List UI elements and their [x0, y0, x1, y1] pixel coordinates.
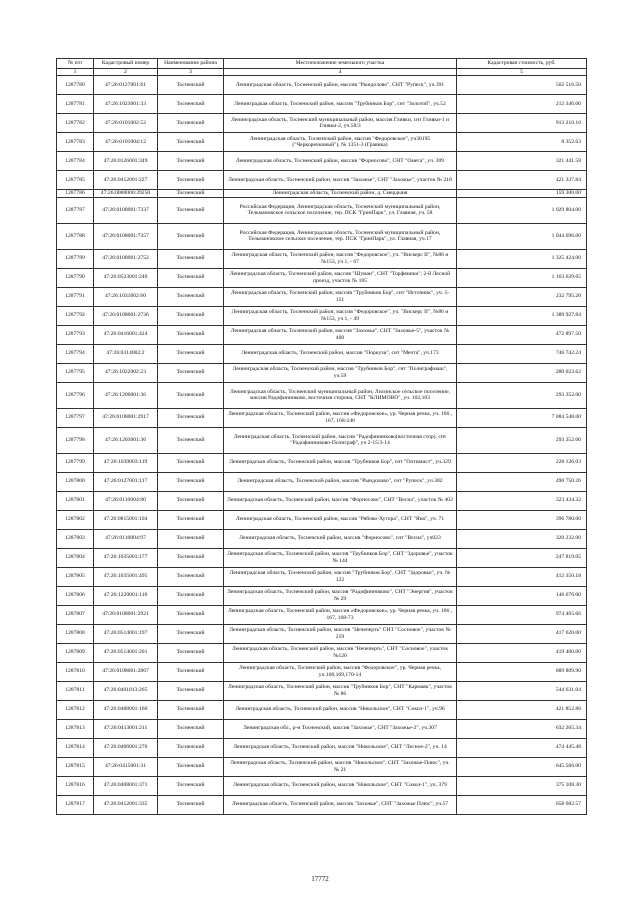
cadastral-number-cell: 47:26:0127001:117: [94, 472, 158, 491]
cadastral-value-cell: 889 809.90: [457, 662, 587, 681]
table-row: [57, 529, 587, 548]
cadastral-number-cell: 47:26:1039003:119: [94, 453, 158, 472]
district-cell: Тосненский: [158, 287, 224, 306]
district-cell: Тосненский: [158, 152, 224, 171]
cadastral-value-cell: 1 325 424.00: [457, 249, 587, 268]
row-index-cell: 1287798: [57, 427, 94, 453]
row-index-cell: 1287804: [57, 548, 94, 567]
district-cell: Тосненский: [158, 306, 224, 325]
row-index-cell: 1287797: [57, 408, 94, 427]
cadastral-number-cell: 47:26:0101002:52: [94, 114, 158, 133]
district-cell: Тосненский: [158, 605, 224, 624]
cadastral-value-cell: 323 434.32: [457, 491, 587, 510]
district-cell: Тосненский: [158, 76, 224, 95]
row-index-cell: 1287802: [57, 510, 94, 529]
cadastral-value-cell: 375 108.30: [457, 776, 587, 795]
district-cell: Тосненский: [158, 624, 224, 643]
row-index-cell: 1287817: [57, 795, 94, 814]
table-row: [57, 76, 587, 95]
row-index-cell: 1287810: [57, 662, 94, 681]
cadastral-value-cell: 472 897.50: [457, 325, 587, 344]
column-header-location: Местоположение земельного участка: [224, 59, 457, 69]
cadastral-number-cell: 47:26:0523001:240: [94, 268, 158, 287]
cadastral-value-cell: 8 352.63: [457, 133, 587, 152]
row-index-cell: 1287789: [57, 249, 94, 268]
location-cell: Ленинградская область, Тосненский район, массив "Трубников Бор", снт "Оптимист", уч.329: [224, 453, 457, 472]
cadastral-number-cell: 47:26:0408001:160: [94, 700, 158, 719]
district-cell: Тосненский: [158, 776, 224, 795]
district-cell: Тосненский: [158, 757, 224, 776]
row-index-cell: 1287814: [57, 738, 94, 757]
row-index-cell: 1287812: [57, 700, 94, 719]
table-row: [57, 223, 587, 249]
column-number: 2: [94, 69, 158, 76]
location-cell: Ленинградская область, Тосненский район, массив "Никольское", СНТ "Захожье-Плюс", уч. № 21: [224, 757, 457, 776]
table-row: [57, 738, 587, 757]
cadastral-value-cell: 293 352.00: [457, 382, 587, 408]
table-row: [57, 776, 587, 795]
district-cell: Тосненский: [158, 171, 224, 190]
cadastral-number-cell: 47:26:0416001:424: [94, 325, 158, 344]
location-cell: Ленинградская область, Тосненский район, массив "Радофинниково", СНТ "Энергия", участок № 29: [224, 586, 457, 605]
location-cell: Ленинградская область, Тосненский район, д. Смердыня: [224, 190, 457, 197]
location-cell: Ленинградская область, Тосненский район, массив "Трубников Бор", снт "Источник", уч. 5-151: [224, 287, 457, 306]
row-index-cell: 1287813: [57, 719, 94, 738]
cadastral-number-cell: 47:26:0000000:39250: [94, 190, 158, 197]
cadastral-number-cell: 47:26:1031002:60: [94, 287, 158, 306]
location-cell: Ленинградская область, Тосненский район, массив "Форносово", СНТ "Весна", участок № 402: [224, 491, 457, 510]
row-index-cell: 1287795: [57, 363, 94, 382]
location-cell: Ленинградская область, Тосненский район, массив "Трубников Бор", снт "Полиграфмаш", уч.59: [224, 363, 457, 382]
location-cell: Ленинградская область, Тосненский район, массив "Рындолово", СНТ "Рупеск", уч.391: [224, 76, 457, 95]
cadastral-number-cell: 47:26:0110004:97: [94, 529, 158, 548]
row-index-cell: 1287801: [57, 491, 94, 510]
cadastral-value-cell: 490 750.26: [457, 472, 587, 491]
table-row: [57, 472, 587, 491]
location-cell: Ленинградская область, Тосненский район, массив "Трубников Бор", СНТ "Здоровье", уч. № 122: [224, 567, 457, 586]
cadastral-number-cell: 47:26:1022002:23: [94, 363, 158, 382]
location-cell: Ленинградская область, Тосненский район, массив "Никольское", СНТ "Сокол-1", уч.96: [224, 700, 457, 719]
district-cell: Тосненский: [158, 700, 224, 719]
cadastral-value-cell: 1 044 696.00: [457, 223, 587, 249]
location-cell: Ленинградская область, Тосненский район, массив "Трубников Бор", СНТ "Кармаяк", участок № 86: [224, 681, 457, 700]
district-cell: Тосненский: [158, 133, 224, 152]
row-index-cell: 1287787: [57, 197, 94, 223]
cadastral-number-cell: 47:26:0514001:197: [94, 624, 158, 643]
row-index-cell: 1287794: [57, 344, 94, 363]
table-row: [57, 249, 587, 268]
row-index-cell: 1287803: [57, 529, 94, 548]
row-index-cell: 1287782: [57, 114, 94, 133]
cadastral-number-cell: 47:26:0514001:201: [94, 643, 158, 662]
row-index-cell: 1287808: [57, 624, 94, 643]
table-row: [57, 427, 587, 453]
location-cell: Ленинградская область, Тосненский район, массив "Федоровское", ур. Черная речка, уч.168,169,170-14: [224, 662, 457, 681]
cadastral-number-cell: 47:26:0413001:211: [94, 719, 158, 738]
cadastral-value-cell: 212 346.00: [457, 95, 587, 114]
table-row: [57, 268, 587, 287]
cadastral-number-cell: 47:26:1035001:495: [94, 567, 158, 586]
location-cell: Ленинградская область, Тосненский район, массив "Нечеперть", СНТ "Сосновое", участок №120: [224, 643, 457, 662]
cadastral-number-cell: 47:26:0101004:12: [94, 133, 158, 152]
district-cell: Тосненский: [158, 453, 224, 472]
column-number-row: [57, 69, 587, 76]
cadastral-number-cell: 47:26:0108001:7357: [94, 223, 158, 249]
row-index-cell: 1287815: [57, 757, 94, 776]
table-row: [57, 152, 587, 171]
cadastral-value-cell: 544 631.04: [457, 681, 587, 700]
district-cell: Тосненский: [158, 408, 224, 427]
district-cell: Тосненский: [158, 249, 224, 268]
cadastral-value-cell: 228 126.03: [457, 453, 587, 472]
location-cell: Ленинградская область, Тосненский район, массив "Поркузи", снт "Мечта", уч.173: [224, 344, 457, 363]
row-index-cell: 1287792: [57, 306, 94, 325]
column-header-cadastral-number: Кадастровый номер: [94, 59, 158, 69]
cadastral-value-cell: 474 445.48: [457, 738, 587, 757]
cadastral-value-cell: 293 352.00: [457, 427, 587, 453]
location-cell: Ленинградская область, Тосненский район, массив "Радофинниково(восточная стор), снт "Радофинниково-Полиграф", уч 2-15/3-14: [224, 427, 457, 453]
cadastral-number-cell: 47:26:0815001:104: [94, 510, 158, 529]
column-number: 5: [457, 69, 587, 76]
cadastral-number-cell: 47:26:0408001:371: [94, 776, 158, 795]
district-cell: Тосненский: [158, 719, 224, 738]
cadastral-value-cell: 974 465.66: [457, 605, 587, 624]
table-row: [57, 190, 587, 197]
column-header-index: № п/п: [57, 59, 94, 69]
table-header-row: [57, 59, 587, 69]
table-row: [57, 491, 587, 510]
location-cell: Ленинградская область, Тосненский район, массив "Федоровское", уч30195 ("Черкоречкиный"), № 1351-3 (Гравика): [224, 133, 457, 152]
cadastral-number-cell: 47:26:0127001:61: [94, 76, 158, 95]
cadastral-value-cell: 321 441.58: [457, 152, 587, 171]
row-index-cell: 1287809: [57, 643, 94, 662]
cadastral-value-cell: 396 780.00: [457, 510, 587, 529]
column-header-cadastral-value: Кадастровая стоимость, руб.: [457, 59, 587, 69]
table-row: [57, 643, 587, 662]
table-row: [57, 719, 587, 738]
row-index-cell: 1287806: [57, 586, 94, 605]
location-cell: Российская Федерация, Ленинградская область, Тосненский муниципальный район, Тельмановское сельское поселение, тер. ПСК "ГринПарк", ул. Главная, уч.17: [224, 223, 457, 249]
location-cell: Ленинградская область, Тосненский район, массив "Никольское", СНТ "Лесное-2", уч. 14: [224, 738, 457, 757]
cadastral-value-cell: 7 084 548.00: [457, 408, 587, 427]
cadastral-value-cell: 417 620.00: [457, 624, 587, 643]
district-cell: Тосненский: [158, 472, 224, 491]
table-row: [57, 95, 587, 114]
location-cell: Ленинградская область, Тосненский район, массив "Захожье", СНТ "Захожье-5", участок № 400: [224, 325, 457, 344]
row-index-cell: 1287805: [57, 567, 94, 586]
table-row: [57, 306, 587, 325]
row-index-cell: 1287788: [57, 223, 94, 249]
location-cell: Ленинградская область, Тосненский район, массив "Захожье", СНТ "Захожье Плюс", уч.57: [224, 795, 457, 814]
cadastral-value-cell: 419 400.00: [457, 643, 587, 662]
district-cell: Тосненский: [158, 382, 224, 408]
row-index-cell: 1287800: [57, 472, 94, 491]
table-row: [57, 681, 587, 700]
cadastral-value-cell: 412 350.18: [457, 567, 587, 586]
location-cell: Ленинградская область, Тосненский район, массив "Федоровское", уч. "Вискерс II", №86 и №153, уч 1, - 49: [224, 306, 457, 325]
cadastral-number-cell: 47:26:0126001:349: [94, 152, 158, 171]
cadastral-value-cell: 159 300.00: [457, 190, 587, 197]
row-index-cell: 1287796: [57, 382, 94, 408]
district-cell: Тосненский: [158, 548, 224, 567]
column-number: 4: [224, 69, 457, 76]
column-number: 3: [158, 69, 224, 76]
row-index-cell: 1287799: [57, 453, 94, 472]
cadastral-number-cell: 47:26:1203001:36: [94, 427, 158, 453]
location-cell: Ленинградкая область, Тосненский район, массив "Трубников Бор", снт "Золотой", уч.52: [224, 95, 457, 114]
cadastral-number-cell: 47:26:0415001:31: [94, 757, 158, 776]
location-cell: Ленинградская область, Тосненский район, массив "Федоровское", уч. "Вискерс II", №86 и №153, уч 1, - 67: [224, 249, 457, 268]
table-row: [57, 344, 587, 363]
cadastral-number-cell: 47:26:0110004:80: [94, 491, 158, 510]
table-row: [57, 197, 587, 223]
cadastral-value-cell: 421 337.84: [457, 171, 587, 190]
table-row: [57, 171, 587, 190]
district-cell: Тосненский: [158, 662, 224, 681]
location-cell: Ленинградская область, Тосненский район, массив "Рындолово", снт "Рупеск", уч.382: [224, 472, 457, 491]
location-cell: Ленинградская область, Тосненский район, массив "Захожье", СНТ "Захожье", участок № 218: [224, 171, 457, 190]
location-cell: Ленинградская область, Тосненский муниципальный район, Лисинское сельское поселение, массив Радофинниково, восточная сторона, СНТ "КЛИМОВО", уч. 102,103: [224, 382, 457, 408]
cadastral-number-cell: 47:26:1220001:110: [94, 586, 158, 605]
row-index-cell: 1287780: [57, 76, 94, 95]
district-cell: Тосненский: [158, 567, 224, 586]
cadastral-number-cell: 47:26:0108001:2917: [94, 408, 158, 427]
district-cell: Тосненский: [158, 586, 224, 605]
district-cell: Тосненский: [158, 223, 224, 249]
location-cell: Ленинградская область, Тосненский район, массив "Шуман", СНТ "Торфяники", 2-й Лесной проезд, участок № 185: [224, 268, 457, 287]
row-index-cell: 1287816: [57, 776, 94, 795]
district-cell: Тосненский: [158, 325, 224, 344]
cadastral-value-table: [56, 58, 587, 815]
cadastral-number-cell: 47:26:0108001:2752: [94, 249, 158, 268]
row-index-cell: 1287807: [57, 605, 94, 624]
cadastral-number-cell: 47:26:0412001:227: [94, 171, 158, 190]
district-cell: Тосненский: [158, 795, 224, 814]
column-header-district: Наименование района: [158, 59, 224, 69]
cadastral-value-cell: 146 676.00: [457, 586, 587, 605]
district-cell: Тосненский: [158, 529, 224, 548]
table-row: [57, 567, 587, 586]
document-page: [56, 58, 586, 815]
cadastral-value-cell: 320 232.00: [457, 529, 587, 548]
cadastral-number-cell: 47:26:1035001:177: [94, 548, 158, 567]
cadastral-number-cell: 47:26:0314002:2: [94, 344, 158, 363]
cadastral-number-cell: 47:26:1206001:36: [94, 382, 158, 408]
location-cell: Ленинградская область, Тосненский район, массив "Нечеперть" СНТ "Сосновое", участок № 259: [224, 624, 457, 643]
table-row: [57, 700, 587, 719]
cadastral-value-cell: 658 682.57: [457, 795, 587, 814]
table-row: [57, 605, 587, 624]
district-cell: Тосненский: [158, 95, 224, 114]
cadastral-number-cell: 47:26:0412001:335: [94, 795, 158, 814]
cadastral-number-cell: 47:26:0406001:270: [94, 738, 158, 757]
row-index-cell: 1287785: [57, 171, 94, 190]
cadastral-number-cell: 47:26:0401013:265: [94, 681, 158, 700]
cadastral-value-cell: 232 795.20: [457, 287, 587, 306]
district-cell: Тосненский: [158, 738, 224, 757]
cadastral-value-cell: 746 742.24: [457, 344, 587, 363]
column-number: 1: [57, 69, 94, 76]
row-index-cell: 1287791: [57, 287, 94, 306]
table-row: [57, 548, 587, 567]
district-cell: Тосненский: [158, 190, 224, 197]
district-cell: Тосненский: [158, 510, 224, 529]
location-cell: Ленинградская область, Тосненский район, массив «Федоровское», ур. Черная речка, уч. 166 , 167, 168-246: [224, 408, 457, 427]
location-cell: Ленинградская обл., р-н Тосненский, массив "Захожье", СНТ "Захожье-2", уч.307: [224, 719, 457, 738]
table-row: [57, 795, 587, 814]
cadastral-value-cell: 913 210.16: [457, 114, 587, 133]
district-cell: Тосненский: [158, 268, 224, 287]
table-row: [57, 757, 587, 776]
table-row: [57, 114, 587, 133]
location-cell: Ленинградская область, Тосненский район, массив "Трубников Бор", СНТ "Здоровье", участок № 144: [224, 548, 457, 567]
cadastral-number-cell: 47:26:0108001:7337: [94, 197, 158, 223]
table-row: [57, 363, 587, 382]
district-cell: Тосненский: [158, 197, 224, 223]
cadastral-number-cell: 47:26:0108001:2867: [94, 662, 158, 681]
cadastral-number-cell: 47:26:0108001:2921: [94, 605, 158, 624]
table-row: [57, 133, 587, 152]
table-row: [57, 382, 587, 408]
row-index-cell: 1287786: [57, 190, 94, 197]
cadastral-value-cell: 645 566.00: [457, 757, 587, 776]
table-body: [57, 76, 587, 814]
row-index-cell: 1287784: [57, 152, 94, 171]
cadastral-value-cell: 1 029 804.00: [457, 197, 587, 223]
table-row: [57, 325, 587, 344]
district-cell: Тосненский: [158, 681, 224, 700]
location-cell: Ленинградская область, Тосненский район, массив "Форносово", СНТ "Омега", уч. 309: [224, 152, 457, 171]
table-row: [57, 453, 587, 472]
district-cell: Тосненский: [158, 363, 224, 382]
row-index-cell: 1287781: [57, 95, 94, 114]
cadastral-value-cell: 421 852.86: [457, 700, 587, 719]
district-cell: Тосненский: [158, 427, 224, 453]
cadastral-value-cell: 1 163 639.65: [457, 268, 587, 287]
table-row: [57, 662, 587, 681]
row-index-cell: 1287793: [57, 325, 94, 344]
table-row: [57, 408, 587, 427]
location-cell: Ленинградская область, Тосненский район, массив "Форносово", снт "Весна", уч023: [224, 529, 457, 548]
page-number: 17772: [311, 875, 329, 883]
table-row: [57, 624, 587, 643]
cadastral-number-cell: 47:26:0108001:2736: [94, 306, 158, 325]
location-cell: Ленинградская область, Тосненский район, массив "Никольское", СНТ "Сокол-1", уч. 379: [224, 776, 457, 795]
cadastral-number-cell: 47:26:1023001:33: [94, 95, 158, 114]
row-index-cell: 1287811: [57, 681, 94, 700]
cadastral-value-cell: 247 819.05: [457, 548, 587, 567]
location-cell: Ленинградская область, Тосненский район, массив «Федоровское», ур. Черная речка, уч. 166 , 167, 168-73: [224, 605, 457, 624]
cadastral-value-cell: 502 516.50: [457, 76, 587, 95]
district-cell: Тосненский: [158, 491, 224, 510]
district-cell: Тосненский: [158, 344, 224, 363]
district-cell: Тосненский: [158, 114, 224, 133]
cadastral-value-cell: 1 389 927.84: [457, 306, 587, 325]
row-index-cell: 1287783: [57, 133, 94, 152]
table-row: [57, 287, 587, 306]
district-cell: Тосненский: [158, 643, 224, 662]
table-row: [57, 510, 587, 529]
location-cell: Ленинградская область, Тосненский район, массив "Рябово-Хутора", СНТ "Яна", уч. 71: [224, 510, 457, 529]
row-index-cell: 1287790: [57, 268, 94, 287]
table-row: [57, 586, 587, 605]
cadastral-value-cell: 280 023.62: [457, 363, 587, 382]
cadastral-value-cell: 632 265.34: [457, 719, 587, 738]
location-cell: Российская Федерация, Ленинградская область, Тосненский муниципальный район, Тельмановское сельское поселение, тер. ПСК "ГринПарк", ул. Главная, уч. 58: [224, 197, 457, 223]
location-cell: Ленинградская область, Тосненский муниципальный район, массив Гливки, снт Гливки-1 и Гливки-2, уч.58/3: [224, 114, 457, 133]
